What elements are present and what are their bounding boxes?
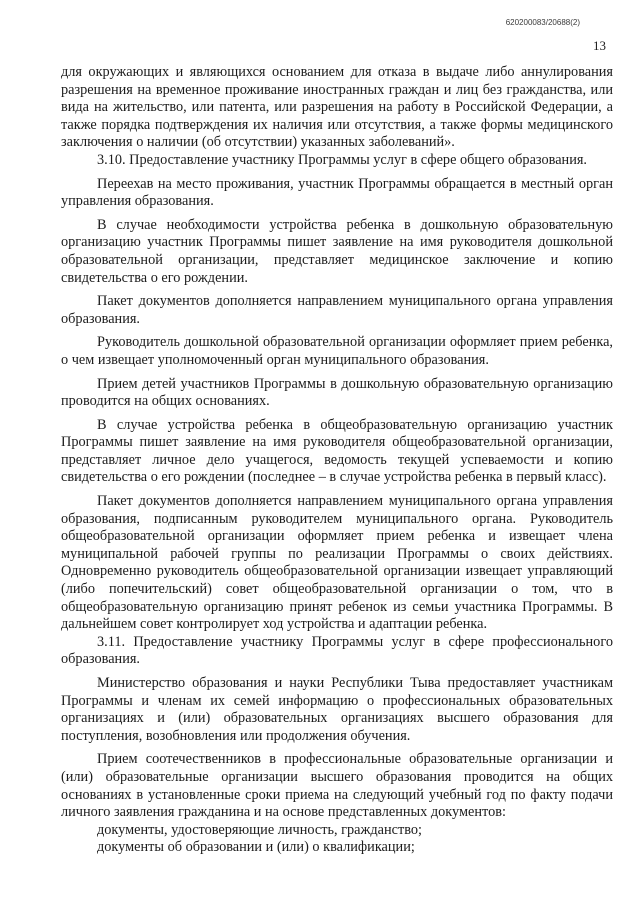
list-item: документы об образовании и (или) о квалификации; — [97, 839, 415, 856]
document-code: 620200083/20688(2) — [505, 18, 580, 27]
document-body — [61, 64, 613, 857]
paragraph: Пакет документов дополняется направлением муниципального органа управления образования, подписанным руководителем муниципального органа. Руководитель общеобразовательной организации оформляет прием ребенка и извещает члена муниципальной рабочей группы по реализации Программы о своих действиях. Одновременно руководитель общеобразовательной организации извещает управляющий (либо попечительский) совет общеобразовательной организации о том, что в общеобразовательную организацию принят ребенок из семьи участника Программы. В дальнейшем совет контролирует ход устройства и адаптации ребенка. — [61, 493, 613, 633]
paragraph-continuation: для окружающих и являющихся основанием для отказа в выдаче либо аннулирования разрешения на временное проживание иностранных граждан и лиц без гражданства, или вида на жительство, или патента, или разрешения на работу в Российской Федерации, а также порядка подтверждения их наличия или отсутствия, а также формы медицинского заключения о наличии (об отсутствии) указанных заболеваний». — [61, 64, 613, 151]
section-3-11-heading: 3.11. Предоставление участнику Программы услуг в сфере профессионального образования. — [61, 633, 613, 668]
paragraph: Переехав на место проживания, участник Программы обращается в местный орган управления образования. — [61, 175, 613, 210]
paragraph: Министерство образования и науки Республики Тыва предоставляет участникам Программы и членам их семей информацию о профессиональных образовательных организациях и (или) образовательных организациях высшего образования для поступления, возобновления или продолжения обучения. — [61, 675, 613, 744]
paragraph: Руководитель дошкольной образовательной организации оформляет прием ребенка, о чем извещает уполномоченный орган муниципального образования. — [61, 334, 613, 368]
paragraph: Прием соотечественников в профессиональные образовательные организации и (или) образовательные организации высшего образования проводится на общих основаниях в установленные сроки приема на следующий учебный год по факту подачи личного заявления гражданина и на основе представленных документов: — [61, 751, 613, 821]
paragraph: В случае устройства ребенка в общеобразовательную организацию участник Программы пишет заявление на имя руководителя общеобразовательной организации, представляет личное дело учащегося, ведомость текущей успеваемости и копию свидетельства о его рождении (последнее – в случае устройства ребенка в первый класс). — [61, 416, 613, 486]
list-item: документы, удостоверяющие личность, гражданство; — [97, 821, 423, 838]
paragraph: Прием детей участников Программы в дошкольную образовательную организацию проводится на общих основаниях. — [61, 375, 613, 410]
page-number: 13 — [593, 38, 606, 53]
paragraph: Пакет документов дополняется направлением муниципального органа управления образования. — [61, 293, 613, 327]
paragraph: В случае необходимости устройства ребенка в дошкольную образовательную организацию участник Программы пишет заявление на имя руководителя дошкольной образовательной организации, представляет медицинское заключение и копию свидетельства о его рождении. — [61, 216, 613, 286]
section-3-10-heading: 3.10. Предоставление участнику Программы услуг в сфере общего образования. — [97, 151, 587, 168]
